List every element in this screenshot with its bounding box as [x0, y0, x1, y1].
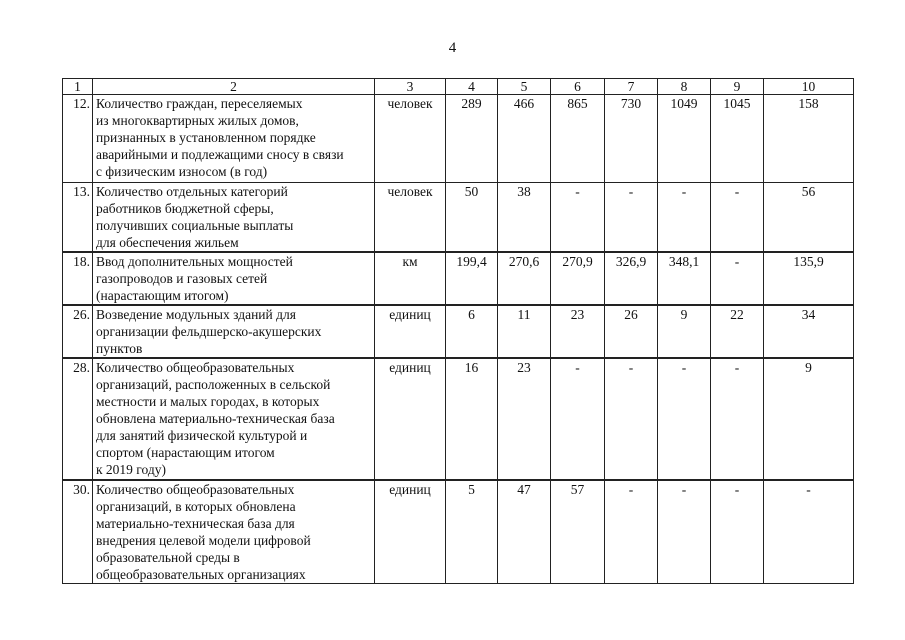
indicator-name: Количество отдельных категорий работников бюджетной сферы, получивших социальные выплаты для обеспечения жильем	[93, 183, 375, 253]
indicators-table	[62, 78, 854, 584]
value-cell: -	[551, 183, 605, 253]
row-number: 12.	[63, 95, 93, 183]
row-number: 30.	[63, 480, 93, 584]
unit-cell: км	[375, 252, 446, 305]
indicator-name: Количество общеобразовательных организаций, в которых обновлена материально-техническая база для внедрения целевой модели цифровой образовательной среды в общеобразовательных организациях	[93, 480, 375, 584]
table-row	[63, 95, 854, 183]
value-cell: 9	[658, 305, 711, 358]
value-cell: 135,9	[764, 252, 854, 305]
value-cell: -	[711, 480, 764, 584]
value-cell: 865	[551, 95, 605, 183]
row-number: 13.	[63, 183, 93, 253]
value-cell: 26	[605, 305, 658, 358]
value-cell: 199,4	[446, 252, 498, 305]
value-cell: -	[711, 358, 764, 480]
value-cell: -	[658, 183, 711, 253]
table-row	[63, 183, 854, 253]
unit-cell: человек	[375, 95, 446, 183]
table-header-row	[63, 79, 854, 95]
value-cell: -	[764, 480, 854, 584]
unit-cell: единиц	[375, 358, 446, 480]
value-cell: 5	[446, 480, 498, 584]
column-header: 7	[605, 79, 658, 95]
value-cell: 47	[498, 480, 551, 584]
value-cell: 326,9	[605, 252, 658, 305]
value-cell: 9	[764, 358, 854, 480]
indicator-name: Возведение модульных зданий для организации фельдшерско-акушерских пунктов	[93, 305, 375, 358]
value-cell: 50	[446, 183, 498, 253]
value-cell: -	[658, 480, 711, 584]
indicator-name: Количество общеобразовательных организаций, расположенных в сельской местности и малых городах, в которых обновлена материально-техническая база для занятий физической культурой и спортом (нарастающим итогом к 2019 году)	[93, 358, 375, 480]
value-cell: 466	[498, 95, 551, 183]
column-header: 4	[446, 79, 498, 95]
value-cell: -	[605, 358, 658, 480]
row-number: 26.	[63, 305, 93, 358]
indicator-name: Количество граждан, переселяемых из многоквартирных жилых домов, признанных в установленном порядке аварийными и подлежащими сносу в связи с физическим износом (в год)	[93, 95, 375, 183]
unit-cell: единиц	[375, 480, 446, 584]
value-cell: 348,1	[658, 252, 711, 305]
page-number: 4	[448, 40, 457, 56]
value-cell: 6	[446, 305, 498, 358]
unit-cell: единиц	[375, 305, 446, 358]
value-cell: 34	[764, 305, 854, 358]
value-cell: -	[605, 480, 658, 584]
indicator-name: Ввод дополнительных мощностей газопроводов и газовых сетей (нарастающим итогом)	[93, 252, 375, 305]
column-header: 10	[764, 79, 854, 95]
column-header: 2	[93, 79, 375, 95]
table-row	[63, 480, 854, 584]
value-cell: 38	[498, 183, 551, 253]
value-cell: 56	[764, 183, 854, 253]
table-row	[63, 252, 854, 305]
column-header: 9	[711, 79, 764, 95]
value-cell: 289	[446, 95, 498, 183]
value-cell: 270,9	[551, 252, 605, 305]
column-header: 5	[498, 79, 551, 95]
value-cell: 1045	[711, 95, 764, 183]
column-header: 8	[658, 79, 711, 95]
row-number: 28.	[63, 358, 93, 480]
column-header: 1	[63, 79, 93, 95]
value-cell: 158	[764, 95, 854, 183]
table-row	[63, 358, 854, 480]
value-cell: -	[711, 183, 764, 253]
value-cell: 23	[551, 305, 605, 358]
value-cell: -	[551, 358, 605, 480]
row-number: 18.	[63, 252, 93, 305]
value-cell: 57	[551, 480, 605, 584]
value-cell: 11	[498, 305, 551, 358]
value-cell: -	[658, 358, 711, 480]
column-header: 6	[551, 79, 605, 95]
column-header: 3	[375, 79, 446, 95]
value-cell: 1049	[658, 95, 711, 183]
value-cell: 22	[711, 305, 764, 358]
value-cell: -	[711, 252, 764, 305]
value-cell: 16	[446, 358, 498, 480]
value-cell: -	[605, 183, 658, 253]
value-cell: 730	[605, 95, 658, 183]
value-cell: 270,6	[498, 252, 551, 305]
unit-cell: человек	[375, 183, 446, 253]
table-row	[63, 305, 854, 358]
value-cell: 23	[498, 358, 551, 480]
